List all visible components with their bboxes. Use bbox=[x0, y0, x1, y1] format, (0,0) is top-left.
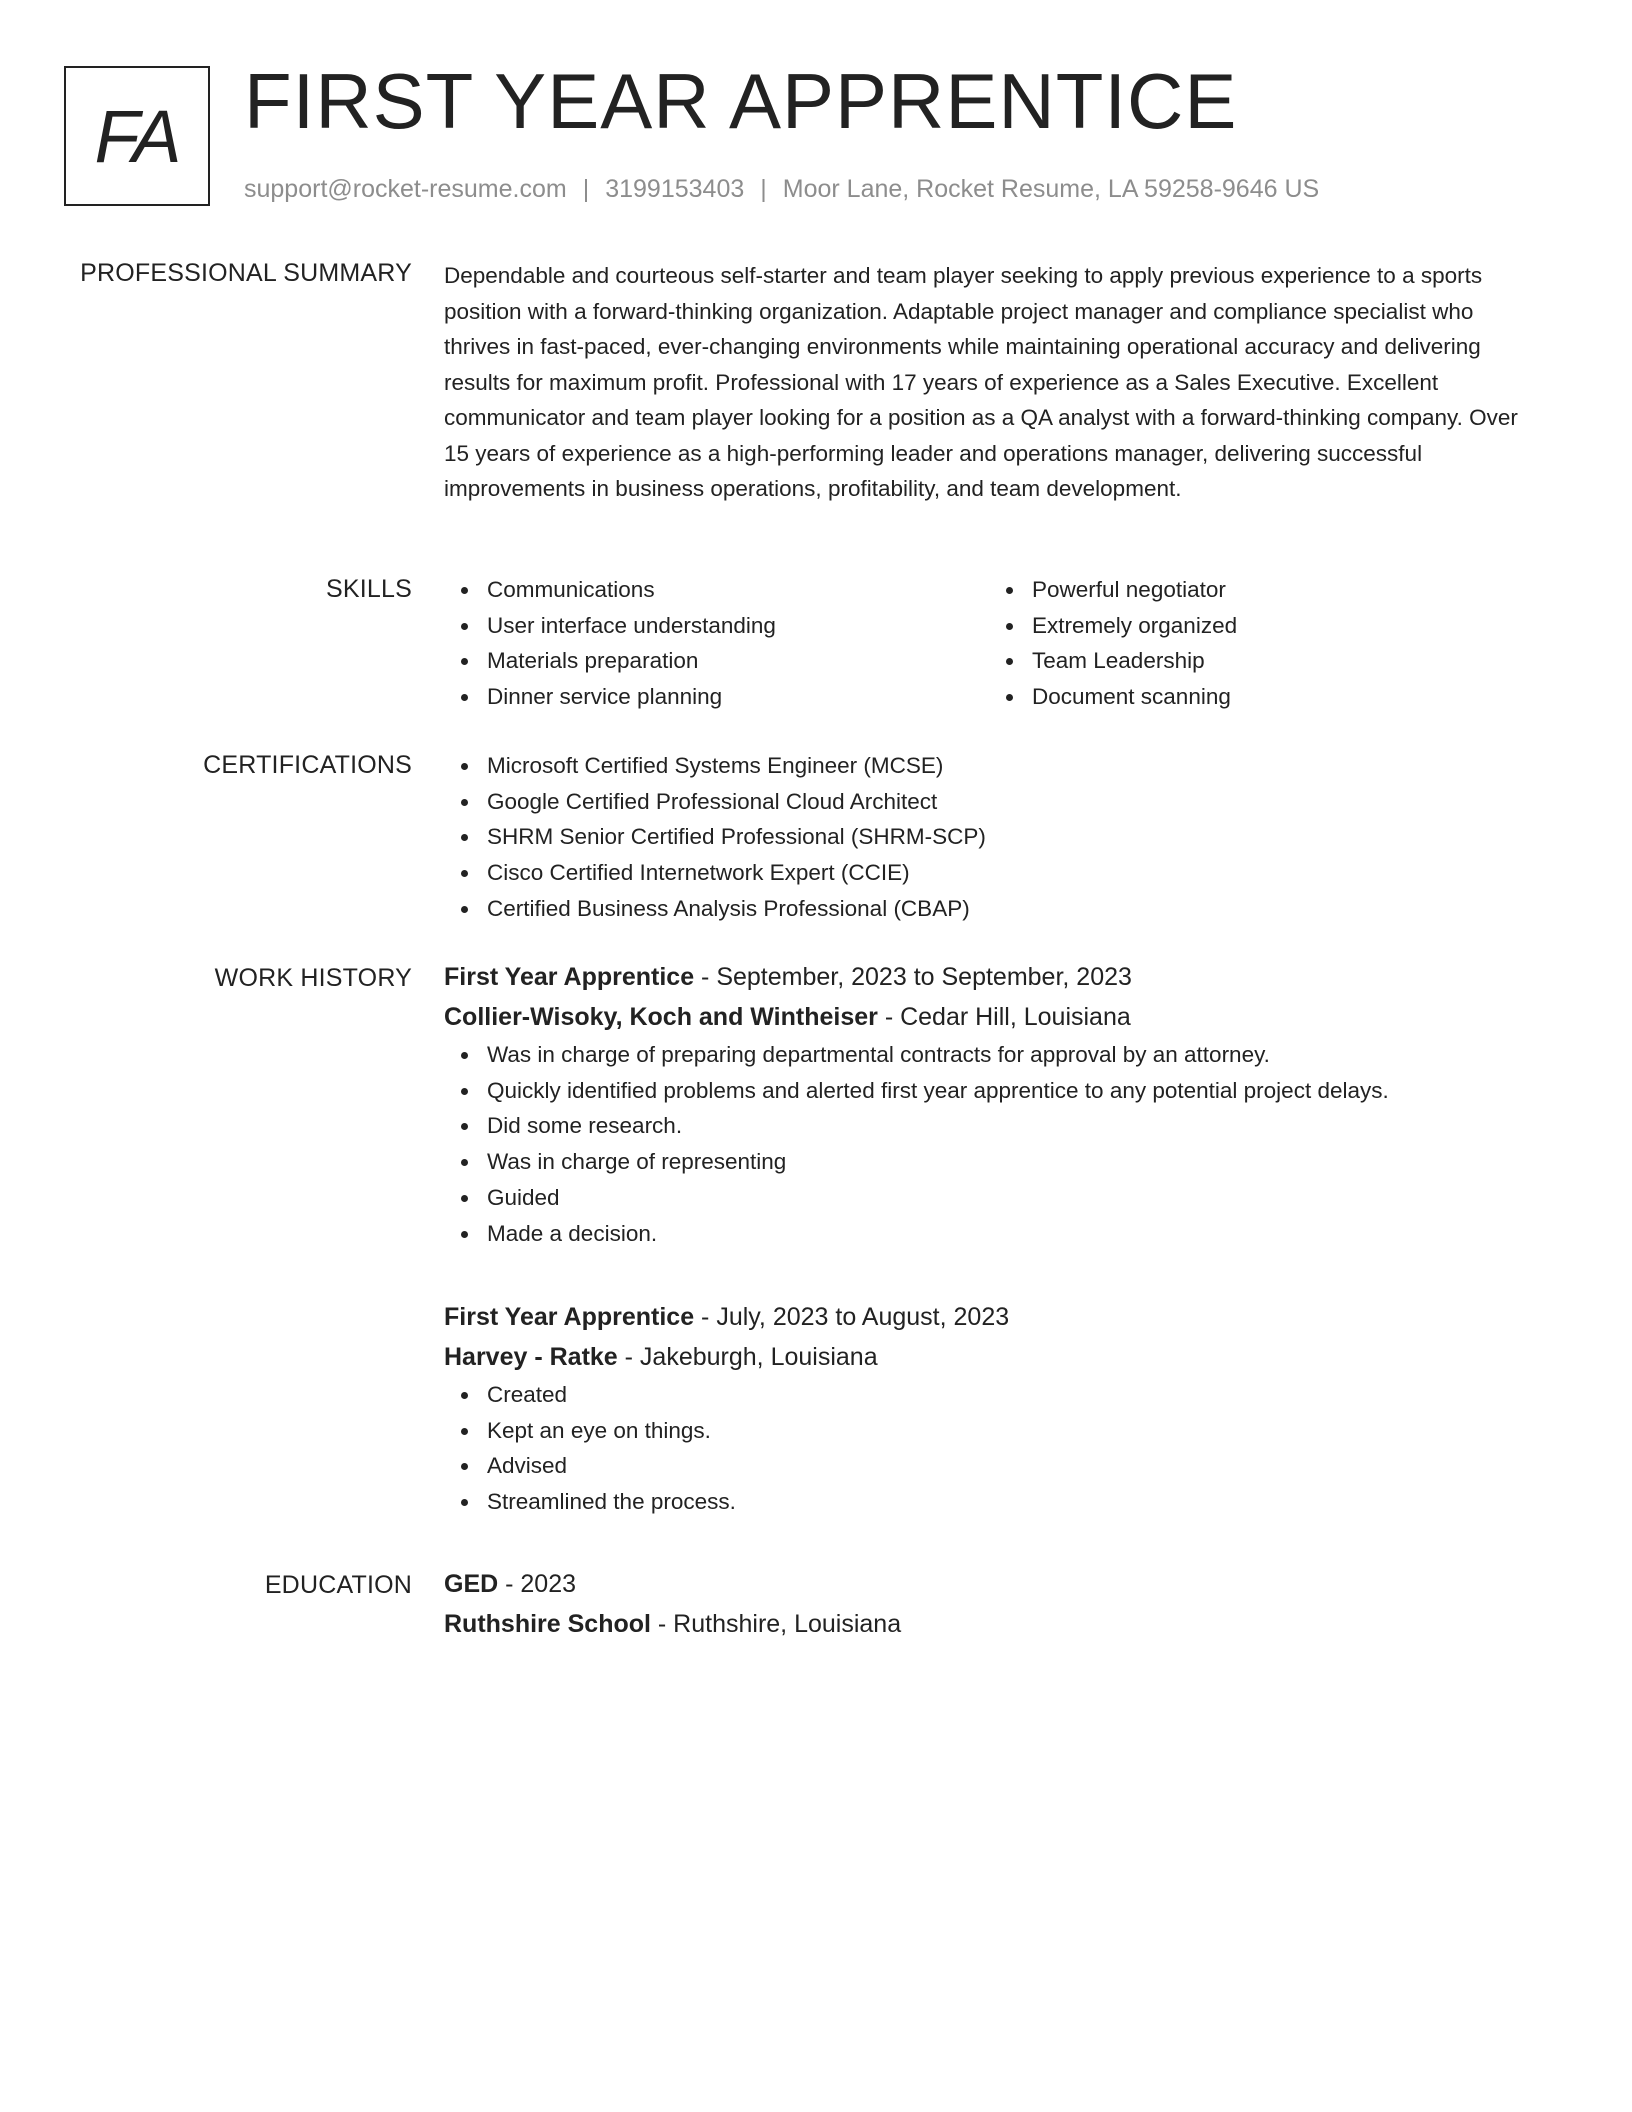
certification-item: Microsoft Certified Systems Engineer (MCSE) bbox=[487, 748, 1544, 784]
job-title: First Year Apprentice bbox=[444, 963, 695, 991]
job-bullet: Advised bbox=[487, 1448, 1544, 1484]
contact-separator: | bbox=[582, 175, 590, 203]
contact-phone: 3199153403 bbox=[605, 175, 745, 203]
job-bullet: Did some research. bbox=[487, 1108, 1544, 1144]
skill-item: Materials preparation bbox=[487, 643, 989, 679]
job-title: First Year Apprentice bbox=[444, 1303, 695, 1331]
job-bullet-list bbox=[444, 1037, 1544, 1251]
job-company-line bbox=[444, 997, 1544, 1037]
job-dates: - July, 2023 to August, 2023 bbox=[694, 1303, 1010, 1331]
job-location: - Cedar Hill, Louisiana bbox=[877, 1003, 1131, 1031]
education-degree: GED bbox=[444, 1570, 499, 1598]
job-bullet: Guided bbox=[487, 1180, 1544, 1216]
job-bullet: Streamlined the process. bbox=[487, 1484, 1544, 1520]
education-location: - Ruthshire, Louisiana bbox=[650, 1610, 902, 1638]
certification-item: Google Certified Professional Cloud Architect bbox=[487, 784, 1544, 820]
job-title-line bbox=[444, 1297, 1544, 1337]
job-entry bbox=[444, 957, 1544, 1251]
skill-item: Document scanning bbox=[1032, 679, 1534, 715]
skill-item: Dinner service planning bbox=[487, 679, 989, 715]
skill-item: User interface understanding bbox=[487, 608, 989, 644]
job-dates: - September, 2023 to September, 2023 bbox=[694, 963, 1132, 991]
contact-separator: | bbox=[760, 175, 767, 203]
job-bullet: Was in charge of preparing departmental contracts for approval by an attorney. bbox=[487, 1037, 1544, 1073]
job-bullet-list bbox=[444, 1377, 1544, 1520]
education-year: - 2023 bbox=[498, 1570, 577, 1598]
section-label: EDUCATION bbox=[264, 1571, 412, 1599]
certification-item: Certified Business Analysis Professional (CBAP) bbox=[487, 891, 1544, 927]
section-label: CERTIFICATIONS bbox=[203, 751, 412, 779]
section-label: SKILLS bbox=[326, 575, 412, 603]
monogram-initials: FA bbox=[94, 94, 180, 178]
section-label: PROFESSIONAL SUMMARY bbox=[80, 259, 412, 287]
job-company: Collier-Wisoky, Koch and Wintheiser bbox=[444, 1003, 878, 1031]
contact-line bbox=[244, 172, 1319, 206]
certification-item: Cisco Certified Internetwork Expert (CCIE) bbox=[487, 855, 1544, 891]
contact-address: Moor Lane, Rocket Resume, LA 59258-9646 US bbox=[782, 175, 1320, 203]
job-company: Harvey - Ratke bbox=[444, 1343, 618, 1371]
skill-item: Communications bbox=[487, 572, 989, 608]
skill-item: Powerful negotiator bbox=[1032, 572, 1534, 608]
education-degree-line bbox=[444, 1564, 1544, 1604]
education-school-line bbox=[444, 1604, 1544, 1644]
contact-email: support@rocket-resume.com bbox=[244, 175, 567, 203]
job-location: - Jakeburgh, Louisiana bbox=[617, 1343, 878, 1371]
job-bullet: Was in charge of representing bbox=[487, 1144, 1544, 1180]
skill-item: Extremely organized bbox=[1032, 608, 1534, 644]
skill-item: Team Leadership bbox=[1032, 643, 1534, 679]
job-bullet: Made a decision. bbox=[487, 1216, 1544, 1252]
job-bullet: Kept an eye on things. bbox=[487, 1413, 1544, 1449]
candidate-name: FIRST YEAR APPRENTICE bbox=[244, 57, 1238, 145]
certifications-list bbox=[444, 748, 1544, 927]
job-title-line bbox=[444, 957, 1544, 997]
job-bullet: Created bbox=[487, 1377, 1544, 1413]
skills-list-right bbox=[989, 572, 1534, 715]
job-bullet: Quickly identified problems and alerted first year apprentice to any potential project delays. bbox=[487, 1073, 1544, 1109]
job-entry bbox=[444, 1297, 1544, 1520]
monogram-box bbox=[64, 66, 210, 206]
certification-item: SHRM Senior Certified Professional (SHRM-SCP) bbox=[487, 819, 1544, 855]
summary-text: Dependable and courteous self-starter and team player seeking to apply previous experience to a sports position with a forward-thinking organization. Adaptable project manager and compliance specialist who thrives in fast-paced, ever-changing environments while maintaining operational accuracy and delivering results for maximum profit. Professional with 17 years of experience as a Sales Executive. Excellent communicator and team player looking for a position as a QA analyst with a forward-thinking company. Over 15 years of experience as a high-performing leader and operations manager, delivering successful improvements in business operations, profitability, and team development. bbox=[444, 263, 1518, 501]
education-school: Ruthshire School bbox=[444, 1610, 651, 1638]
section-label: WORK HISTORY bbox=[214, 964, 412, 992]
job-company-line bbox=[444, 1337, 1544, 1377]
skills-list-left bbox=[444, 572, 989, 715]
